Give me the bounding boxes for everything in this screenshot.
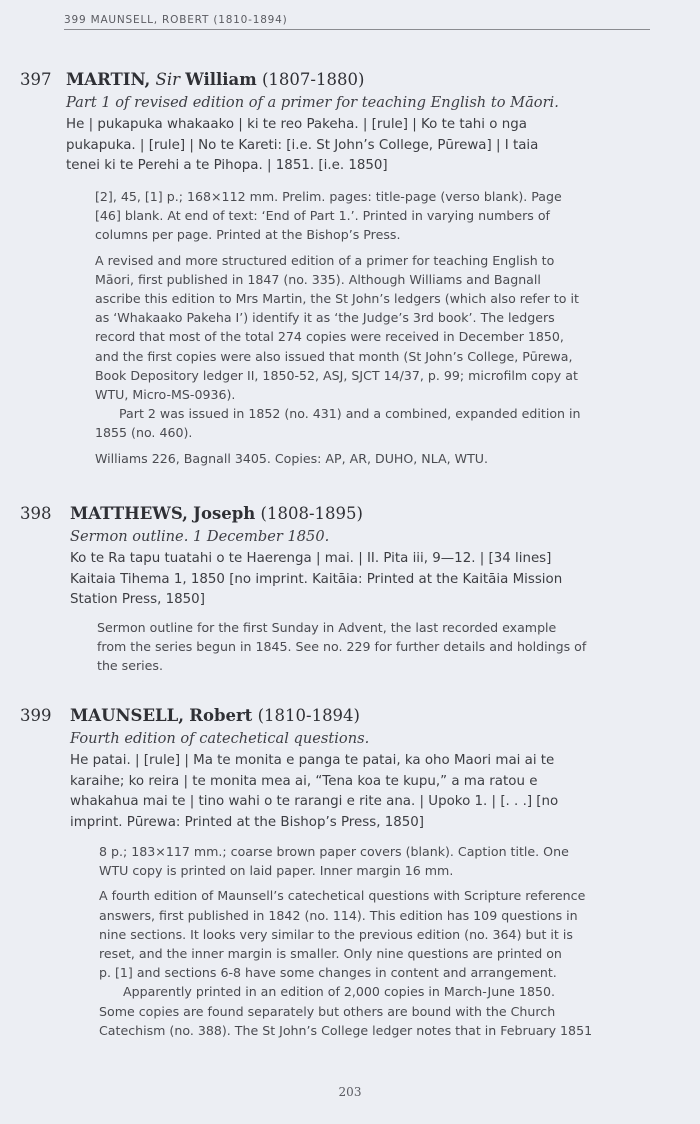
note-line: Apparently printed in an edition of 2,000 copies in March-June 1850. (99, 984, 555, 1000)
author-surname: MATTHEWS, (70, 504, 188, 523)
note-line: record that most of the total 274 copies were received in December 1850, (95, 329, 564, 345)
note-line: ascribe this edition to Mrs Martin, the St John’s ledgers (which also refer to it (95, 291, 579, 307)
entry-subtitle: Part 1 of revised edition of a primer for teaching English to Māori. (66, 94, 559, 111)
entry-heading (70, 706, 360, 725)
note-line: WTU copy is printed on laid paper. Inner margin 16 mm. (99, 863, 454, 879)
note-paragraph (99, 842, 592, 880)
note-line: [46] blank. At end of text: ‘End of Part 1.’. Printed in varying numbers of (95, 208, 550, 224)
entry-number: 398 (20, 504, 52, 523)
author-dates: (1807-1880) (261, 70, 365, 89)
note-line: [2], 45, [1] p.; 168×112 mm. Prelim. pages: title-page (verso blank). Page (95, 189, 562, 204)
entry-subtitle: Sermon outline. 1 December 1850. (70, 528, 330, 545)
note-line: Part 2 was issued in 1852 (no. 431) and a combined, expanded edition in (95, 406, 581, 422)
author-forename: William (185, 70, 257, 89)
note-paragraph (95, 251, 581, 443)
author-dates: (1808-1895) (260, 504, 363, 523)
note-line: Sermon outline for the first Sunday in Advent, the last recorded example (97, 620, 557, 635)
tp-line: Kaitaia Tihema 1, 1850 [no imprint. Kaitāia: Printed at the Kaitāia Mission (70, 571, 563, 587)
title-page-transcription (70, 549, 562, 611)
author-title: Sir (155, 70, 180, 89)
note-line: Book Depository ledger II, 1850-52, ASJ, SJCT 14/37, p. 99; microfilm copy at (95, 367, 578, 383)
note-line: WTU, Micro-MS-0936). (95, 387, 236, 403)
tp-line: He patai. | [rule] | Ma te monita e panga te patai, ka oho Maori mai ai te (70, 753, 555, 768)
tp-line: tenei ki te Perehi a te Pihopa. | 1851. [i.e. 1850] (66, 158, 388, 173)
note-line: A fourth edition of Maunsell’s catechetical questions with Scripture reference (99, 888, 586, 904)
tp-line: He | pukapuka whakaako | ki te reo Pakeha. | [rule] | Ko te tahi o nga (66, 117, 527, 132)
tp-line: whakahua mai te | tino wahi o te rarangi e rite ana. | Upoko 1. | [. . .] [no (70, 794, 559, 809)
page-number: 203 (338, 1085, 362, 1099)
note-line: Catechism (no. 388). The St John’s College ledger notes that in February 1851 (99, 1022, 593, 1038)
entry-notes (97, 618, 586, 682)
author-surname: MAUNSELL, (70, 706, 184, 725)
note-line: 1855 (no. 460). (95, 425, 193, 441)
note-paragraph (99, 886, 592, 1040)
tp-line: pukapuka. | [rule] | No te Kareti: [i.e. St John’s College, Pūrewa] | I taia (66, 137, 539, 153)
tp-line: karaihe; ko reira | te monita mea ai, “Tena koa te kupu,” a ma ratou e (70, 773, 538, 789)
note-line: Some copies are found separately but others are bound with the Church (99, 1003, 556, 1019)
note-line: 8 p.; 183×117 mm.; coarse brown paper covers (blank). Caption title. One (99, 844, 569, 859)
note-paragraph (95, 187, 581, 245)
running-head: 399 MAUNSELL, ROBERT (1810-1894) (64, 14, 650, 30)
note-line: from the series begun in 1845. See no. 229 for further details and holdings of (97, 639, 587, 655)
note-line: the series. (97, 658, 163, 674)
entry-subtitle: Fourth edition of catechetical questions. (70, 730, 370, 747)
note-paragraph (95, 449, 581, 468)
note-paragraph (97, 618, 586, 676)
note-line: columns per page. Printed at the Bishop’s Press. (95, 227, 401, 243)
note-line: nine sections. It looks very similar to the previous edition (no. 364) but it is (99, 926, 573, 942)
tp-line: Station Press, 1850] (70, 592, 205, 607)
title-page-transcription (66, 115, 538, 177)
note-line: reset, and the inner margin is smaller. Only nine questions are printed on (99, 946, 562, 962)
author-surname: MARTIN, (66, 70, 151, 89)
author-dates: (1810-1894) (257, 706, 360, 725)
title-page-transcription (70, 751, 558, 833)
entry-heading (66, 70, 364, 89)
tp-line: Ko te Ra tapu tuatahi o te Haerenga | mai. | II. Pita iii, 9—12. | [34 lines] (70, 551, 552, 566)
note-line: p. [1] and sections 6-8 have some changes in content and arrangement. (99, 965, 557, 981)
entry-heading (70, 504, 363, 523)
entry-notes (95, 187, 581, 474)
author-forename: Joseph (193, 504, 256, 523)
entry-number: 397 (20, 70, 52, 89)
note-line: answers, first published in 1842 (no. 114). This edition has 109 questions in (99, 907, 578, 923)
note-line: and the first copies were also issued that month (St John’s College, Pūrewa, (95, 348, 573, 364)
author-forename: Robert (189, 706, 253, 725)
tp-line: imprint. Pūrewa: Printed at the Bishop’s Press, 1850] (70, 814, 425, 830)
entry-number: 399 (20, 706, 52, 725)
note-line: A revised and more structured edition of a primer for teaching English to (95, 252, 555, 268)
entry-notes (99, 842, 592, 1046)
note-line: Māori, first published in 1847 (no. 335). Although Williams and Bagnall (95, 271, 541, 287)
note-line: as ‘Whakaako Pakeha I’) identify it as ‘the Judge’s 3rd book’. The ledgers (95, 310, 555, 326)
note-line: Williams 226, Bagnall 3405. Copies: AP, AR, DUHO, NLA, WTU. (95, 450, 489, 466)
